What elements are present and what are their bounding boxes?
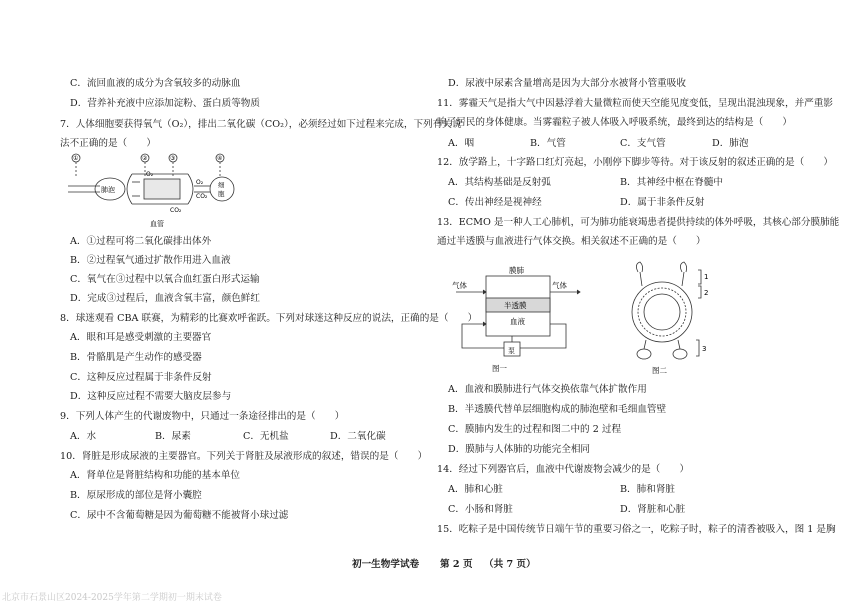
q13-label-gas-out: 气体 <box>552 281 567 290</box>
q8-option-a: A．眼和耳是感受刺激的主要器官 <box>70 332 212 343</box>
q13-label-fig2: 图二 <box>652 366 667 375</box>
q13-stem-line2: 通过半透膜与血液进行气体交换。相关叙述不正确的是（ ） <box>437 236 706 247</box>
q8-stem: 8．球迷观看 CBA 联赛，为精彩的比赛欢呼雀跃。下列对球迷这种反应的说法，正确的是（ ） <box>60 313 478 324</box>
q10-stem: 10．肾脏是形成尿液的主要器官。下列关于肾脏及尿液形成的叙述，错误的是（ ） <box>60 451 428 462</box>
q7-stem-line1: 7．人体细胞要获得氧气（O₂），排出二氧化碳（CO₂），必须经过如下过程来完成，下列有关说 <box>60 119 462 130</box>
q7-label-1: ① <box>73 155 79 162</box>
q7-label-3: ③ <box>170 155 176 162</box>
q7-label-4: ④ <box>217 155 223 162</box>
footer-page: 第 2 页 <box>440 559 473 570</box>
q10-option-d: D．尿液中尿素含量增高是因为大部分水被肾小管重吸收 <box>448 78 686 89</box>
q12-option-d: D．属于非条件反射 <box>620 197 705 208</box>
q13-option-a: A．血液和膜肺进行气体交换依靠气体扩散作用 <box>448 384 647 395</box>
q13-stem-line1: 13．ECMO 是一种人工心肺机，可为肺功能衰竭患者提供持续的体外呼吸，其核心部分膜肺能 <box>437 217 840 228</box>
q9-option-b: B．尿素 <box>155 431 191 442</box>
q13-label-gas-in: 气体 <box>452 281 467 290</box>
q7-option-a: A．①过程可将二氧化碳排出体外 <box>70 236 212 247</box>
q12-option-c: C．传出神经是视神经 <box>448 197 542 208</box>
q9-stem: 9．下列人体产生的代谢废物中，只通过一条途径排出的是（ ） <box>60 411 345 422</box>
q10-option-a: A．肾单位是肾脏结构和功能的基本单位 <box>70 470 241 481</box>
q8-option-c: C．这种反应过程属于非条件反射 <box>70 372 212 383</box>
q7-label-alveolus: 肺泡 <box>101 186 115 194</box>
q7-label-cell-1: 细 <box>218 181 225 189</box>
q7-option-d: D．完成③过程后，血液含氧丰富，颜色鲜红 <box>70 293 260 304</box>
q14-option-c: C．小肠和肾脏 <box>448 504 513 515</box>
q14-stem: 14．经过下列器官后，血液中代谢废物会减少的是（ ） <box>437 464 690 475</box>
q11-stem-line2: 响了居民的身体健康。当雾霾粒子被人体吸入呼吸系统，最终到达的结构是（ ） <box>437 117 792 128</box>
q9-option-c: C．无机盐 <box>243 431 289 442</box>
q11-stem-line1: 11．雾霾天气是指大气中因悬浮着大量微粒而使天空能见度变低，呈现出混浊现象，并严重影 <box>437 98 833 109</box>
q7-label-o2-top: O₂ <box>146 171 154 178</box>
q13-fig2-label-2: 2 <box>704 289 709 297</box>
q15-stem: 15．吃粽子是中国传统节日端午节的重要习俗之一，吃粽子时，粽子的清香被吸入，图 1 是胸 <box>437 524 836 535</box>
q13-label-membrane-lung: 膜肺 <box>509 266 524 275</box>
q11-option-a: A．咽 <box>448 138 475 149</box>
q9-option-a: A．水 <box>70 431 97 442</box>
q13-option-c: C．膜肺内发生的过程和图二中的 2 过程 <box>448 424 622 435</box>
q12-option-b: B．其神经中枢在脊髓中 <box>620 177 723 188</box>
q7-label-cell-2: 胞 <box>218 190 225 198</box>
q8-option-d: D．这种反应过程不需要大脑皮层参与 <box>70 391 232 402</box>
q14-option-b: B．肺和肾脏 <box>620 484 676 495</box>
q7-option-c: C．氧气在③过程中以氧合血红蛋白形式运输 <box>70 274 260 285</box>
q13-label-pump: 泵 <box>508 347 515 355</box>
q13-alveolus-figure <box>612 260 722 376</box>
q13-label-semipermeable: 半透膜 <box>504 301 527 310</box>
q6-option-c: C．流回血液的成分为含氧较多的动脉血 <box>70 78 241 89</box>
q13-option-b: B．半透膜代替单层细胞构成的肺泡壁和毛细血管壁 <box>448 404 667 415</box>
q7-label-co2-cell: CO₂ <box>196 193 208 200</box>
q7-label-o2-cell: O₂ <box>196 179 204 186</box>
q10-option-c: C．尿中不含葡萄糖是因为葡萄糖不能被肾小球过滤 <box>70 510 289 521</box>
q7-option-b: B．②过程氧气通过扩散作用进入血液 <box>70 255 231 266</box>
q13-fig2-label-3: 3 <box>702 345 707 353</box>
q12-stem: 12．放学路上，十字路口红灯亮起，小刚停下脚步等待。对于该反射的叙述正确的是（ ） <box>437 157 833 168</box>
q7-label-2: ② <box>142 155 148 162</box>
footer-total: （共 7 页） <box>484 559 536 570</box>
q13-fig2-label-1: 1 <box>704 273 709 281</box>
q7-stem-line2: 法不正确的是（ ） <box>60 138 156 149</box>
watermark-text: 北京市石景山区2024-2025学年第二学期初一期末试卷 <box>2 593 222 603</box>
q11-option-c: C．支气管 <box>620 138 666 149</box>
q7-label-vessel: 血管 <box>150 220 164 228</box>
q14-option-a: A．肺和心脏 <box>448 484 503 495</box>
q7-gas-exchange-figure <box>60 152 240 230</box>
q13-label-fig1: 图一 <box>492 364 507 373</box>
q12-option-a: A．其结构基础是反射弧 <box>448 177 551 188</box>
q9-option-d: D．二氧化碳 <box>330 431 386 442</box>
q13-label-blood: 血液 <box>510 317 525 326</box>
q8-option-b: B．骨骼肌是产生动作的感受器 <box>70 352 202 363</box>
q13-ecmo-figure <box>452 262 602 374</box>
q6-option-d: D．营养补充液中应添加淀粉、蛋白质等物质 <box>70 98 260 109</box>
q14-option-d: D．肾脏和心脏 <box>620 504 686 515</box>
q7-label-co2-bottom: CO₂ <box>170 207 182 214</box>
q13-option-d: D．膜肺与人体肺的功能完全相同 <box>448 444 591 455</box>
q10-option-b: B．原尿形成的部位是肾小囊腔 <box>70 490 202 501</box>
q11-option-b: B．气管 <box>530 138 566 149</box>
q11-option-d: D．肺泡 <box>712 138 749 149</box>
footer-title: 初一生物学试卷 <box>352 559 420 570</box>
